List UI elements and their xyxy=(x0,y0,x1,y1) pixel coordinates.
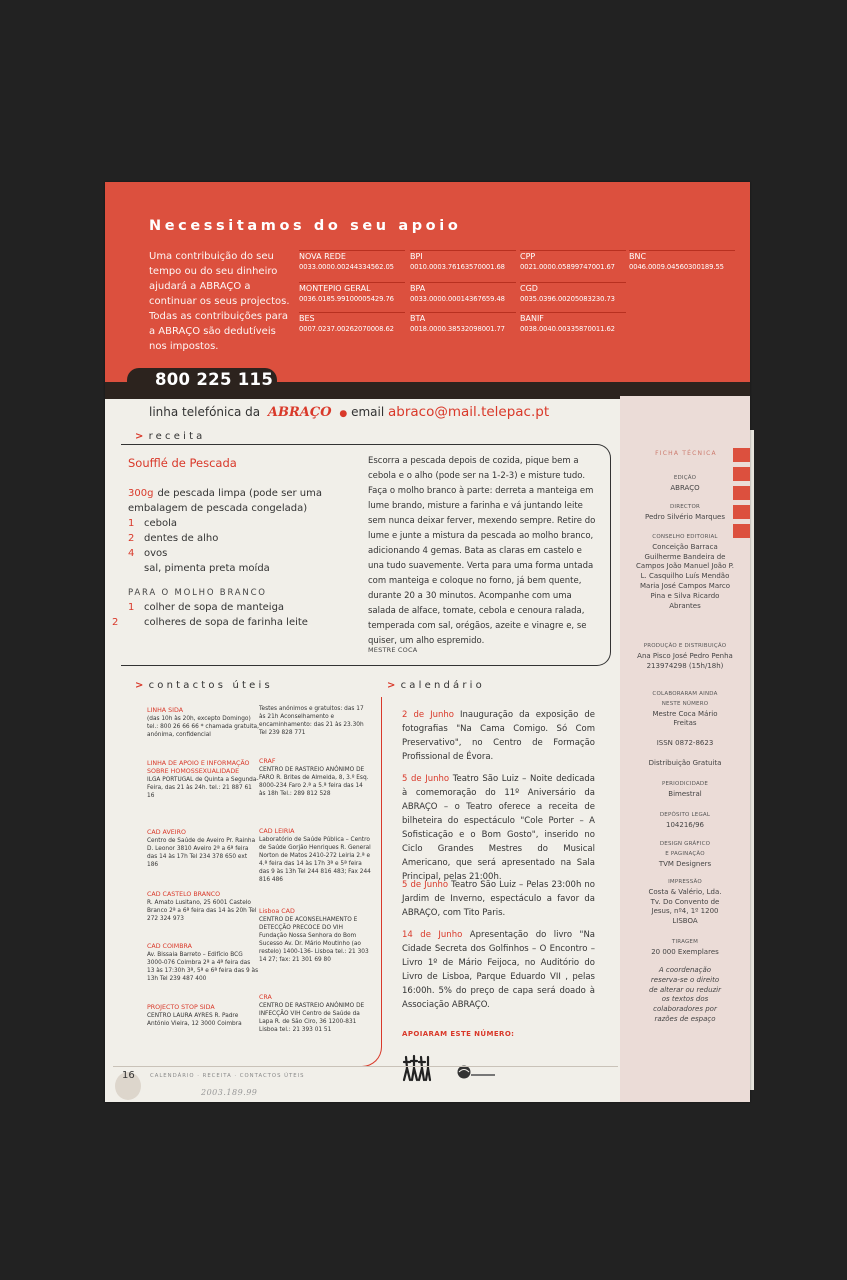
bank-name: CGD xyxy=(520,284,538,293)
credit-label: PERIODICIDADE xyxy=(661,781,709,787)
bank-name: BPA xyxy=(410,284,426,293)
credit-item xyxy=(620,938,750,958)
contact-entry xyxy=(259,908,371,964)
page-number: 16 xyxy=(122,1070,135,1081)
bank-number: 0033.0000.00014367659.48 xyxy=(410,295,505,303)
credit-item xyxy=(620,474,750,494)
credit-value: TVM Designers xyxy=(658,859,712,868)
bank-name: BTA xyxy=(410,314,426,323)
contact-entry xyxy=(259,828,371,884)
contact-title: Lisboa CAD xyxy=(259,908,295,915)
credit-item xyxy=(620,690,750,729)
credit-label: COLABORARAM AINDA NESTE NÚMERO xyxy=(652,691,718,707)
event-date: 14 de Junho xyxy=(402,930,463,940)
bank-number: 0046.0009.04560300189.55 xyxy=(629,263,724,271)
ingredient-item: 2 dentes de alho xyxy=(128,533,219,544)
email-link[interactable]: abraco@mail.telepac.pt xyxy=(388,404,550,420)
calendar-event xyxy=(402,708,595,764)
bank-name: BES xyxy=(299,314,315,323)
bank-entry xyxy=(410,282,516,304)
credit-value: 20 000 Exemplares xyxy=(651,947,719,956)
credit-value: Conceição Barraca Guilherme Bandeira de Campos João Manuel João P. L. Casquilho Luís Mendão Maria José Campos Marco Pina e Silva Ricardo Abrantes xyxy=(636,542,734,610)
bank-entry xyxy=(410,250,516,272)
ingredient-item: 1 colher de sopa de manteiga xyxy=(128,602,285,613)
ingredient-item: 4 ovos xyxy=(128,548,168,559)
bank-name: BNC xyxy=(629,252,647,261)
helpline-label: linha telefónica da xyxy=(149,405,261,419)
credit-label: DIRECTOR xyxy=(669,504,701,510)
credit-value: Pedro Silvério Marques xyxy=(645,512,725,521)
credit-item xyxy=(620,878,750,927)
bank-number: 0021.0000.05899747001.67 xyxy=(520,263,615,271)
molho-heading: PARA O MOLHO BRANCO xyxy=(128,588,267,598)
credit-value: 104216/96 xyxy=(666,820,704,829)
contact-body: CENTRO DE ACONSELHAMENTO E DETECÇÃO PRECOCE DO VIH Fundação Nossa Senhora do Bom Sucesso Av. Dr. Mário Moutinho (ao restelo) 1400-136- Lisboa tel.: 21 303 14 27; fax: 21 301 69 80 xyxy=(259,917,369,963)
contact-entry xyxy=(259,994,371,1034)
sponsor-figures-logo xyxy=(402,1054,432,1082)
contact-title: LINHA SIDA xyxy=(147,707,184,714)
credit-item xyxy=(620,811,750,831)
credit-item xyxy=(620,759,750,769)
bank-entry xyxy=(520,312,626,334)
event-text: Teatro São Luiz – Noite dedicada à comemoração do 11º Aniversário da ABRAÇO – o Teatro oferece a receita de bilheteira do espectáculo "Cole Porter – A Sofisticação e o Bom Gosto", inserido no Ciclo Grandes Mestres do Musical Americano, que será apresentado na Sala Principal, pelas 21:00h. xyxy=(402,774,595,882)
contact-body: CENTRO DE RASTREIO ANÓNIMO DE INFECÇÃO VIH Centro de Saúde da Lapa R. de São Ciro, 36 1200-831 Lisboa tel.: 21 393 01 51 xyxy=(259,1003,365,1033)
ficha-heading: FICHA TÉCNICA xyxy=(655,450,717,457)
credit-value: Costa & Valério, Lda. Tv. Do Convento de Jesus, nº4, 1º 1200 LISBOA xyxy=(648,887,722,926)
calendar-heading: > calendário xyxy=(387,680,485,691)
credit-value: Mestre Coca Mário Freitas xyxy=(652,709,718,728)
contact-title: CAD AVEIRO xyxy=(147,829,186,836)
calendar-event xyxy=(402,878,595,920)
credit-value: ISSN 0872-8623 xyxy=(656,739,714,747)
ingredient-item: 300g de pescada limpa (pode ser uma embalagem de pescada congelada) xyxy=(128,488,322,514)
contact-entry xyxy=(147,707,259,739)
contact-body: Av. Bissaia Barreto – Edifício BCG 3000-076 Coimbra 2ª a 4ª feira das 13 às 17:30h 3ª, 5ª e 6ª feira das 9 às 13h Tel 239 487 400 xyxy=(147,952,259,982)
credit-label: CONSELHO EDITORIAL xyxy=(652,534,718,540)
event-date: 5 de Junho xyxy=(402,774,450,784)
credit-value: A coordenação reserva-se o direito de alterar ou reduzir os textos dos colaboradores por razões de espaço xyxy=(648,966,722,1023)
contact-title: CAD CASTELO BRANCO xyxy=(147,891,221,898)
event-text: Inauguração da exposição de fotografias "Na Cama Comigo. Só Com Preservativo", no Centro de Formação Profissional de Évora. xyxy=(402,710,596,762)
credit-item xyxy=(620,840,750,869)
contact-body: Testes anónimos e gratuitos: das 17 às 21h Aconselhamento e encaminhamento: das 21 às 23.30h Tel 239 828 771 xyxy=(259,706,364,736)
bank-number: 0035.0396.00205083230.73 xyxy=(520,295,615,303)
contact-entry xyxy=(147,1004,259,1028)
contact-entry xyxy=(147,829,259,869)
credit-item xyxy=(620,966,750,1025)
contact-body: R. Amato Lusitano, 25 6001 Castelo Branco 2ª a 6ª feira das 14 às 20h Tel 272 324 973 xyxy=(147,900,257,922)
recipe-method: Escorra a pescada depois de cozida, pique bem a cebola e o alho (pode ser na 1-2-3) e misture tudo. Faça o molho branco à parte: derreta a manteiga em lume brando, misture a farinha e vá juntando leite sem nunca deixar ferver, mexendo sempre. Retire do lume e junte a mistura da pescada ao molho branco, adicionando 4 gemas. Bata as claras em castelo e una tudo suavemente. Verta para uma forma untada com manteiga e coloque no forno, já bem quente, durante 20 a 30 minutos. Acompanhe com uma salada de alface, tomate, cebola e cenoura ralada, temperada com sal, orégãos, azeite e vinagre e, se quiser, um alho espremido. xyxy=(368,456,596,646)
credit-value: ABRAÇO xyxy=(670,483,700,492)
footer-rule xyxy=(113,1066,618,1067)
header-intro: Uma contribuição do seu tempo ou do seu dinheiro ajudará a ABRAÇO a continuar os seus projectos. Todas as contribuições para a ABRAÇO são dedutíveis nos impostos. xyxy=(149,251,290,352)
credit-item xyxy=(620,642,750,671)
credit-item xyxy=(620,503,750,523)
sponsors-heading: APOIARAM ESTE NÚMERO: xyxy=(402,1030,515,1038)
bank-number: 0007.0237.00262070008.62 xyxy=(299,325,394,333)
recipe-author: MESTRE COCA xyxy=(368,646,418,654)
credit-label: TIRAGEM xyxy=(671,939,699,945)
recipe-title: Soufflé de Pescada xyxy=(128,456,237,470)
magazine-page xyxy=(105,182,750,1102)
event-date: 2 de Junho xyxy=(402,710,454,720)
credit-label: EDIÇÃO xyxy=(673,475,697,481)
contact-entry xyxy=(147,891,259,923)
credit-label: IMPRESSÃO xyxy=(668,879,702,885)
credit-item xyxy=(620,533,750,611)
bank-number: 0010.0003.76163570001.68 xyxy=(410,263,505,271)
contact-title: CRAF xyxy=(259,758,276,765)
bank-number: 0033.0000.00244334562.05 xyxy=(299,263,394,271)
contact-entry xyxy=(259,705,371,737)
calendar-event xyxy=(402,928,595,1012)
credit-item xyxy=(620,780,750,800)
ingredient-item: sal, pimenta preta moída xyxy=(144,563,270,574)
contact-entry xyxy=(147,760,259,800)
credit-item xyxy=(620,739,750,749)
bank-name: BANIF xyxy=(520,314,544,323)
credit-label: DEPÓSITO LEGAL xyxy=(659,812,711,818)
event-text: Apresentação do livro "Na Cidade Secreta dos Golfinhos – O Encontro – Livro 1º de Mário Feijoca, no Auditório do Livro de Lisboa, Parque Eduardo VII , pelas 16:00h. 5% do preço de capa será doado à Associação ABRAÇO. xyxy=(402,930,596,1010)
bank-number: 0018.0000.38532098001.77 xyxy=(410,325,505,333)
abraco-logo: ABRAÇO xyxy=(267,405,332,420)
recipe-heading: > receita xyxy=(135,431,206,442)
bank-entry xyxy=(299,282,405,304)
contact-title: CAD COIMBRA xyxy=(147,943,192,950)
contact-body: Laboratório de Saúde Pública – Centro de Saúde Gorjão Henriques R. General Norton de Matos 2410-272 Leiria 2.ª e 4.ª feira das 14 às 17h 3ª e 5ª feira das 9 às 13h Tel 244 816 483; Fax 244 816 486 xyxy=(259,837,371,883)
credit-value: Ana Pisco José Pedro Penha 213974298 (15h/18h) xyxy=(637,651,733,670)
ingredient-item: 2 colheres de sopa de farinha leite xyxy=(112,617,308,628)
contact-title: CAD LEIRIA xyxy=(259,828,295,835)
header-title: Necessitamos do seu apoio xyxy=(149,218,462,234)
contact-body: CENTRO DE RASTREIO ANÓNIMO DE FARO R. Brites de Almeida, 8, 3.º Esq. 8000-234 Faro 2.ª a 5.ª feira das 14 às 18h Tel.: 289 812 528 xyxy=(259,767,369,797)
bullet-icon: ● xyxy=(339,409,348,419)
bank-name: MONTEPIO GERAL xyxy=(299,284,371,293)
bank-entry xyxy=(410,312,516,334)
contacts-heading: > contactos úteis xyxy=(135,680,273,691)
credit-label: DESIGN GRÁFICO E PAGINAÇÃO xyxy=(659,841,711,857)
bank-number: 0038.0040.00335870011.62 xyxy=(520,325,615,333)
contact-title: PROJECTO STOP SIDA xyxy=(147,1004,215,1011)
helpline-line xyxy=(149,404,549,420)
credit-value: Distribuição Gratuita xyxy=(648,759,722,767)
donation-header xyxy=(105,182,750,382)
phone-number[interactable]: 800 225 115 xyxy=(155,370,274,389)
event-text: Teatro São Luiz – Pelas 23:00h no Jardim de Inverno, espectáculo a favor da ABRAÇO, com Tito Paris. xyxy=(402,880,595,918)
bank-entry xyxy=(520,250,626,272)
contact-body: ILGA PORTUGAL de Quinta a Segunda-Feira, das 21 às 24h. tel.: 21 887 61 16 xyxy=(147,777,259,799)
bank-number: 0036.0185.99100005429.76 xyxy=(299,295,394,303)
contact-body: (das 10h às 20h, excepto Domingo) tel.: 800 26 66 66 * chamada gratuita, anónima, confidencial xyxy=(147,716,259,738)
bank-entry xyxy=(299,312,405,334)
bank-entry xyxy=(299,250,405,272)
bank-name: BPI xyxy=(410,252,423,261)
contact-entry xyxy=(259,758,371,798)
event-date: 5 de Junho xyxy=(402,880,449,890)
contact-body: Centro de Saúde de Aveiro Pr. Rainha D. Leonor 3810 Aveiro 2ª a 6ª feira das 14 às 17h Tel 234 378 650 ext 186 xyxy=(147,838,256,868)
contact-title: CRA xyxy=(259,994,272,1001)
credit-value: Bimestral xyxy=(668,789,702,798)
email-label: email xyxy=(351,405,385,419)
archive-stamp: 2003.189.99 xyxy=(201,1088,258,1097)
bank-entry xyxy=(629,250,735,272)
bank-name: NOVA REDE xyxy=(299,252,346,261)
contact-title: LINHA DE APOIO E INFORMAÇÃO SOBRE HOMOSSEXUALIDADE xyxy=(147,760,250,775)
credit-label: PRODUÇÃO E DISTRIBUIÇÃO xyxy=(643,643,727,649)
calendar-event xyxy=(402,772,595,884)
footer-sections: CALENDÁRIO · RECEITA · CONTACTOS ÚTEIS xyxy=(150,1073,305,1079)
bank-name: CPP xyxy=(520,252,536,261)
contact-entry xyxy=(147,943,259,983)
ingredient-item: 1 cebola xyxy=(128,518,178,529)
contact-body: CENTRO LAURA AYRES R. Padre António Vieira, 12 3000 Coimbra xyxy=(147,1013,242,1027)
bank-entry xyxy=(520,282,626,304)
